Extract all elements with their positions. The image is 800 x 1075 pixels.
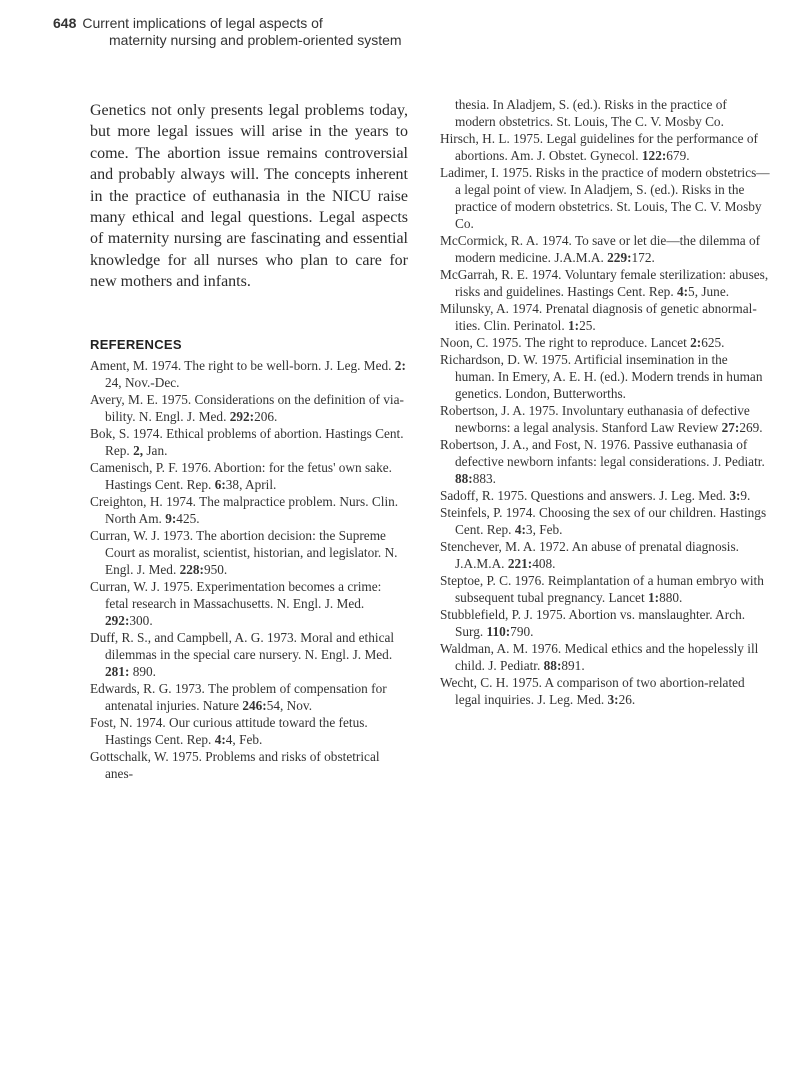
reference-volume: 4: (514, 522, 526, 537)
reference-text: Milunsky, A. 1974. Prenatal diagnosis of genetic abnormalities. Clin. Perinatol. (440, 301, 757, 333)
reference-text: Curran, W. J. 1973. The abortion decision: the Supreme Court as moralist, scientist, historian, and legislator. N. Engl. J. Med. (90, 527, 398, 577)
reference-pages: 172. (631, 250, 655, 265)
reference-pages: 54, Nov. (266, 697, 313, 713)
reference-entry (440, 572, 770, 606)
reference-pages: 4, Feb. (225, 731, 263, 747)
reference-entry (90, 425, 408, 459)
reference-entry (440, 334, 770, 351)
reference-entry (440, 504, 770, 538)
reference-entry (440, 164, 770, 232)
reference-volume: 6: (214, 476, 226, 492)
reference-entry (90, 578, 408, 629)
reference-volume: 3: (729, 488, 741, 503)
reference-pages: 950. (203, 561, 228, 577)
reference-text: Creighton, H. 1974. The malpractice problem. Nurs. Clin. North Am. (90, 493, 399, 526)
reference-volume: 27: (721, 420, 740, 435)
reference-entry (440, 266, 770, 300)
reference-text: Sadoff, R. 1975. Questions and answers. J. Leg. Med. (440, 488, 730, 503)
reference-volume: 4: (214, 731, 226, 747)
reference-entry (90, 459, 408, 493)
reference-entry (440, 487, 770, 504)
reference-entry (440, 232, 770, 266)
reference-text: McCormick, R. A. 1974. To save or let die—the dilemma of modern medicine. J.A.M.A. (440, 233, 761, 265)
references-heading: REFERENCES (90, 336, 182, 352)
running-title-line1: Current implications of legal aspects of (82, 15, 323, 31)
reference-text: Ladimer, I. 1975. Risks in the practice of modern obstetrics— a legal point of view. In Aladjem, S. (ed.). Risks in the practice of modern obstetrics. St. Louis, The C. V. Mosby Co. (440, 165, 770, 231)
reference-pages: 883. (472, 471, 497, 486)
reference-volume: 246: (242, 697, 267, 713)
reference-text: Waldman, A. M. 1976. Medical ethics and the hopelessly ill child. J. Pediatr. (440, 641, 759, 673)
reference-volume: 2: (394, 357, 406, 373)
reference-text: Hirsch, H. L. 1975. Legal guidelines for the performance of abortions. Am. J. Obstet. Gynecol. (440, 131, 758, 163)
reference-text: Wecht, C. H. 1975. A comparison of two abortion-related legal inquiries. J. Leg. Med. (440, 675, 745, 707)
reference-volume: 292: (229, 408, 255, 424)
reference-entry (90, 748, 408, 782)
reference-text: Fost, N. 1974. Our curious attitude toward the fetus. Hastings Cent. Rep. (90, 714, 368, 747)
reference-entry (440, 538, 770, 572)
reference-entry (90, 714, 408, 748)
reference-volume: 9: (165, 510, 177, 526)
reference-entry (440, 130, 770, 164)
page-number: 648 (53, 15, 77, 31)
reference-volume: 2: (690, 335, 702, 350)
reference-text: Steinfels, P. 1974. Choosing the sex of our children. Hastings Cent. Rep. (440, 505, 767, 537)
reference-pages: 408. (532, 556, 556, 571)
reference-text: Steptoe, P. C. 1976. Reimplantation of a human embryo with subsequent tubal pregnancy. Lancet (440, 573, 764, 605)
reference-volume: 1: (568, 318, 580, 333)
reference-entry (90, 391, 408, 425)
reference-volume: 110: (486, 624, 511, 639)
reference-entry (440, 640, 770, 674)
reference-entry (440, 606, 770, 640)
reference-entry (90, 629, 408, 680)
reference-volume: 3: (607, 692, 619, 707)
reference-entry (440, 402, 770, 436)
reference-pages: 5, June. (688, 284, 730, 299)
reference-volume: 88: (455, 471, 473, 486)
reference-pages: 625. (701, 335, 725, 350)
reference-entry (440, 96, 770, 130)
reference-volume: 88: (543, 658, 562, 673)
reference-entry (440, 351, 770, 402)
reference-volume: 1: (647, 590, 660, 605)
reference-text: Gottschalk, W. 1975. Problems and risks of obstetrical anes- (90, 748, 380, 781)
reference-volume: 122: (641, 148, 667, 163)
reference-pages: 25. (579, 318, 596, 333)
left-column (90, 100, 408, 782)
reference-entry (440, 674, 770, 708)
reference-pages: 679. (666, 148, 690, 163)
reference-volume: 4: (676, 284, 689, 299)
reference-pages: 3, Feb. (525, 522, 563, 537)
reference-text: McGarrah, R. E. 1974. Voluntary female sterilization: abuses, risks and guidelines. Hastings Cent. Rep. (440, 267, 769, 299)
reference-entry (440, 300, 770, 334)
reference-text: Robertson, J. A., and Fost, N. 1976. Passive euthanasia of defective newborn infants: legal considerations. J. Pediatr. (440, 437, 765, 469)
reference-entry (90, 527, 408, 578)
reference-pages: 891. (561, 658, 585, 673)
reference-text: Avery, M. E. 1975. Considerations on the definition of viability. N. Engl. J. Med. (90, 391, 404, 424)
reference-text: Stenchever, M. A. 1972. An abuse of prenatal diagnosis. J.A.M.A. (440, 539, 739, 571)
reference-entry (440, 436, 770, 487)
reference-text: Edwards, R. G. 1973. The problem of compensation for antenatal injuries. Nature (90, 680, 387, 713)
reference-volume: 221: (507, 556, 533, 571)
reference-text: Curran, W. J. 1975. Experimentation becomes a crime: fetal research in Massachusetts. N. Engl. J. Med. (90, 578, 382, 611)
references-list-left (90, 357, 408, 782)
reference-pages: 300. (129, 612, 153, 628)
reference-text: Richardson, D. W. 1975. Artificial insemination in the human. In Emery, A. E. H. (ed.). Modern trends in human genetics. London, Butterworths. (440, 352, 763, 401)
reference-text: Duff, R. S., and Campbell, A. G. 1973. Moral and ethical dilemmas in the special care nursery. N. Engl. J. Med. (90, 629, 395, 662)
reference-pages: 26. (618, 692, 636, 707)
reference-text: Bok, S. 1974. Ethical problems of abortion. Hastings Cent. Rep. (90, 425, 404, 458)
reference-entry (90, 680, 408, 714)
reference-volume: 229: (607, 250, 632, 265)
reference-pages: 206. (254, 408, 278, 424)
reference-pages: Jan. (143, 442, 168, 458)
reference-text: Noon, C. 1975. The right to reproduce. Lancet (440, 335, 691, 350)
reference-volume: 292: (105, 612, 130, 628)
reference-entry (90, 493, 408, 527)
reference-text: Camenisch, P. F. 1976. Abortion: for the fetus' own sake. Hastings Cent. Rep. (90, 459, 392, 492)
running-title-line2: maternity nursing and problem-oriented system (109, 32, 402, 48)
references-list-right (440, 96, 770, 708)
reference-pages: 269. (739, 420, 763, 435)
reference-text: thesia. In Aladjem, S. (ed.). Risks in the practice of modern obstetrics. St. Louis, The C. V. Mosby Co. (455, 97, 727, 129)
right-column (440, 96, 770, 708)
reference-text: Robertson, J. A. 1975. Involuntary euthanasia of defective newborns: a legal analysis. Stanford Law Review (440, 403, 750, 435)
reference-text: Stubblefield, P. J. 1975. Abortion vs. manslaughter. Arch. Surg. (440, 607, 746, 639)
reference-text: Ament, M. 1974. The right to be well-born. J. Leg. Med. (90, 357, 395, 373)
reference-pages: 24, Nov.-Dec. (105, 374, 180, 390)
reference-pages: 790. (510, 624, 534, 639)
reference-pages: 9. (740, 488, 751, 503)
reference-pages: 38, April. (225, 476, 277, 492)
reference-volume: 228: (179, 561, 204, 577)
reference-pages: 425. (176, 510, 200, 526)
reference-pages: 890. (129, 663, 156, 679)
reference-entry (90, 357, 408, 391)
reference-pages: 880. (659, 590, 683, 605)
reference-volume: 2, (133, 442, 144, 458)
reference-volume: 281: (105, 663, 130, 679)
running-header (53, 15, 473, 49)
body-paragraph: Genetics not only presents legal problems today, but more legal issues will arise in the years to come. The abortion issue remains controversial and probably always will. The concepts inherent in the practice of euthanasia in the NICU raise many ethical and legal questions. Legal aspects of maternity nursing are fascinating and essential knowledge for all nurses who plan to care for new mothers and infants. (90, 102, 408, 291)
